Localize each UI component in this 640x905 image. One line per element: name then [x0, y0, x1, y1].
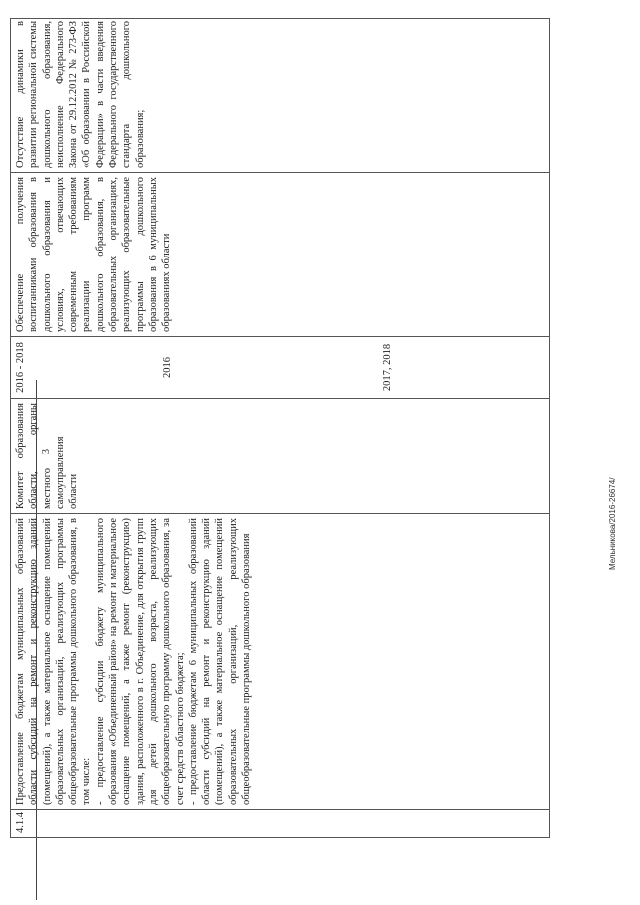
page-number: 3: [41, 449, 52, 454]
document-stamp: Мельникова/2016-26674/: [608, 477, 617, 570]
cell-expected-result: Обеспечение получения воспитанниками образования в дошкольного образования и условиях, отвечающих современным требованиям реализации программ дошкольного образования, в образовательных организациях, реализующих образовательные программы дошкольного образования в 6 муниципальных образованиях области: [11, 172, 549, 336]
event-paragraph-1: Предоставление бюджетам муниципальных образований области субсидий на ремонт и реконструкцию зданий (помещений), а также материальное оснащение помещений образовательных организаций, реализующих программы общеобразовательные программы дошкольного образования, в том числе:: [15, 518, 93, 805]
cell-consequence: Отсутствие динамики в развитии региональной системы дошкольного образования, неисполнение Федерального Закона от 29.12.2012 № 273-ФЗ «Об образовании в Российской Федерации» в части введения Федерального государственного стандарта дошкольного образования;: [15, 21, 146, 168]
program-table: [10, 18, 550, 838]
cell-executor: Комитет образования области, органы местного самоуправления области: [11, 398, 549, 513]
period-2016: 2016: [162, 357, 173, 378]
rotated-table-wrapper: [10, 18, 550, 838]
event-paragraph-2: - предоставление субсидии бюджету муниципального образования «Объединенный район» на ремонт и материальное оснащение помещений, а также ремонт (реконструкцию) здания, расположенного в г. Объединение, для открытия групп для детей дошкольного возраста, реализующих общеобразовательную программу дошкольного образования, за счет средств областного бюджета;: [94, 518, 186, 805]
cell-period: [11, 336, 549, 398]
period-main: 2016 - 2018: [15, 342, 26, 393]
cell-row-number: 4.1.4: [11, 809, 549, 837]
period-2017-2018: 2017, 2018: [382, 343, 393, 392]
cell-event: [11, 513, 549, 809]
event-paragraph-3: - предоставление бюджетам 6 муниципальных образований области субсидий на ремонт и реконструкцию зданий (помещений), а также материальное оснащение помещений образовательных организаций, реализующих общеобразовательные программы дошкольного образования: [187, 518, 253, 805]
